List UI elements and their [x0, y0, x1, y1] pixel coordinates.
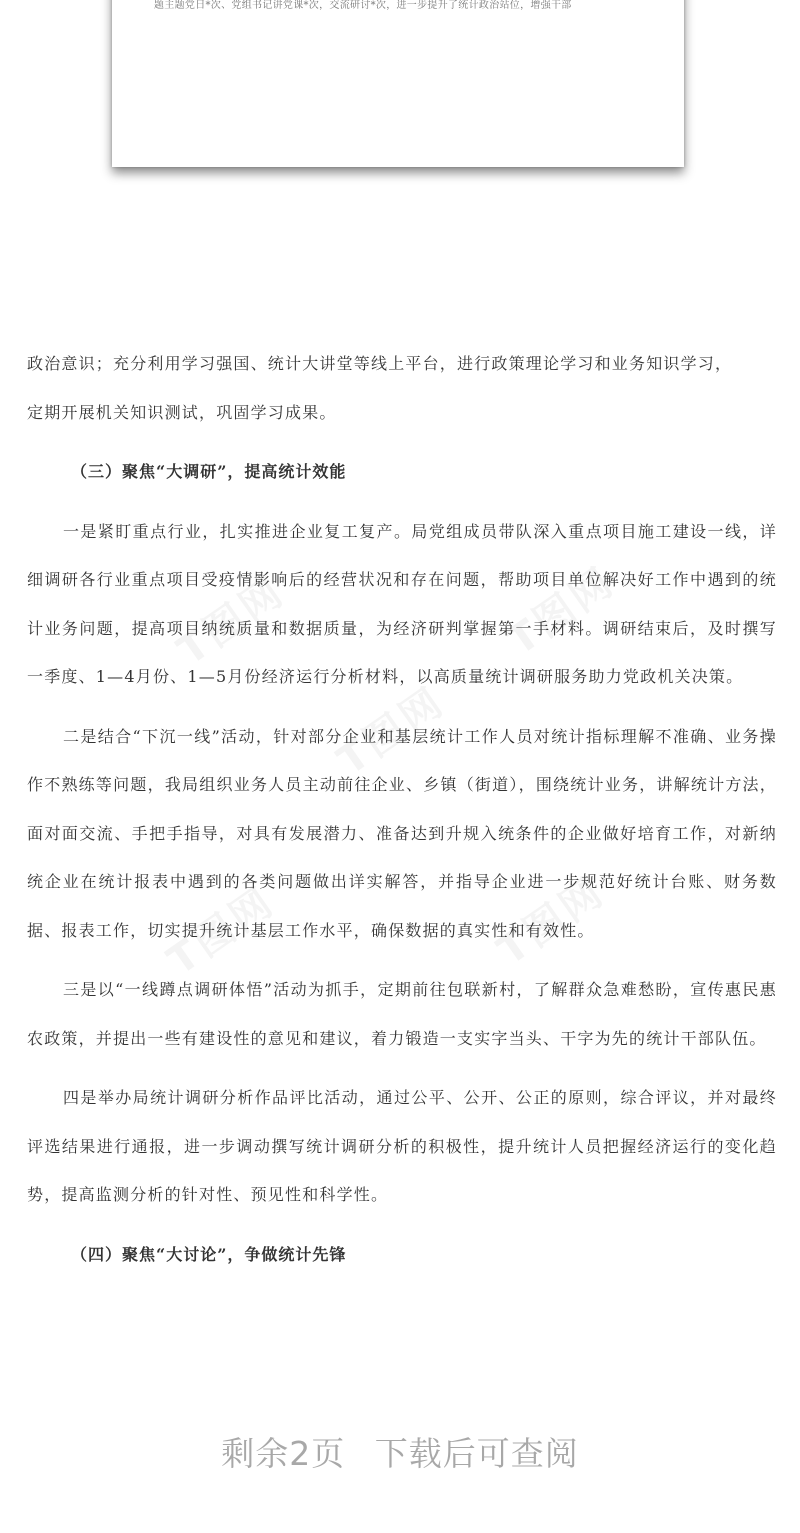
download-hint-label: 下载后可查阅: [374, 1434, 579, 1473]
paragraph-research-4: 四是举办局统计调研分析作品评比活动，通过公平、公开、公正的原则，综合评议，并对最终评选结果进行通报，进一步调动撰写统计调研分析的积极性，提升统计人员把握经济运行的变化趋势，提高监测分析的针对性、预见性和科学性。: [27, 1088, 777, 1204]
watermark: T图网: [159, 878, 284, 985]
preview-text-line: 题主题党日*次、党组书记讲党课*次，交流研讨*次，进一步提升了统计政治站位，增强干部: [154, 0, 572, 11]
page-preview-card: [112, 0, 684, 167]
remaining-pages-label: 剩余2页: [221, 1434, 346, 1473]
watermark: T图网: [489, 868, 614, 975]
paragraph-line: 定期开展机关知识测试，巩固学习成果。: [27, 402, 337, 422]
paragraph-research-3: 三是以“一线蹲点调研体悟”活动为抓手，定期前往包联新村，了解群众急难愁盼，宣传惠民惠农政策，并提出一些有建设性的意见和建议，着力锻造一支实字当头、干字为先的统计干部队伍。: [27, 980, 777, 1048]
download-more-banner[interactable]: [0, 1428, 800, 1480]
section-heading-3: （三）聚焦“大调研”，提高统计效能: [71, 462, 347, 481]
watermark: T图网: [329, 678, 454, 785]
watermark: T图网: [169, 568, 294, 675]
document-body: [27, 340, 777, 1279]
paragraph-research-2: 二是结合“下沉一线”活动，针对部分企业和基层统计工作人员对统计指标理解不准确、业务操作不熟练等问题，我局组织业务人员主动前往企业、乡镇（街道），围绕统计业务，讲解统计方法，面对面交流、手把手指导，对具有发展潜力、准备达到升规入统条件的企业做好培育工作，对新纳统企业在统计报表中遇到的各类问题做出详实解答，并指导企业进一步规范好统计台账、财务数据、报表工作，切实提升统计基层工作水平，确保数据的真实性和有效性。: [27, 726, 777, 940]
watermark: T图网: [499, 558, 624, 665]
paragraph-line: 政治意识；充分利用学习强国、统计大讲堂等线上平台，进行政策理论学习和业务知识学习，: [27, 354, 733, 373]
paragraph-research-1: 一是紧盯重点行业，扎实推进企业复工复产。局党组成员带队深入重点项目施工建设一线，详细调研各行业重点项目受疫情影响后的经营状况和存在问题，帮助项目单位解决好工作中遇到的统计业务问题，提高项目纳统质量和数据质量，为经济研判掌握第一手材料。调研结束后，及时撰写一季度、1—4月份、1—5月份经济运行分析材料，以高质量统计调研服务助力党政机关决策。: [27, 521, 777, 686]
section-heading-4: （四）聚焦“大讨论”，争做统计先锋: [71, 1244, 347, 1264]
